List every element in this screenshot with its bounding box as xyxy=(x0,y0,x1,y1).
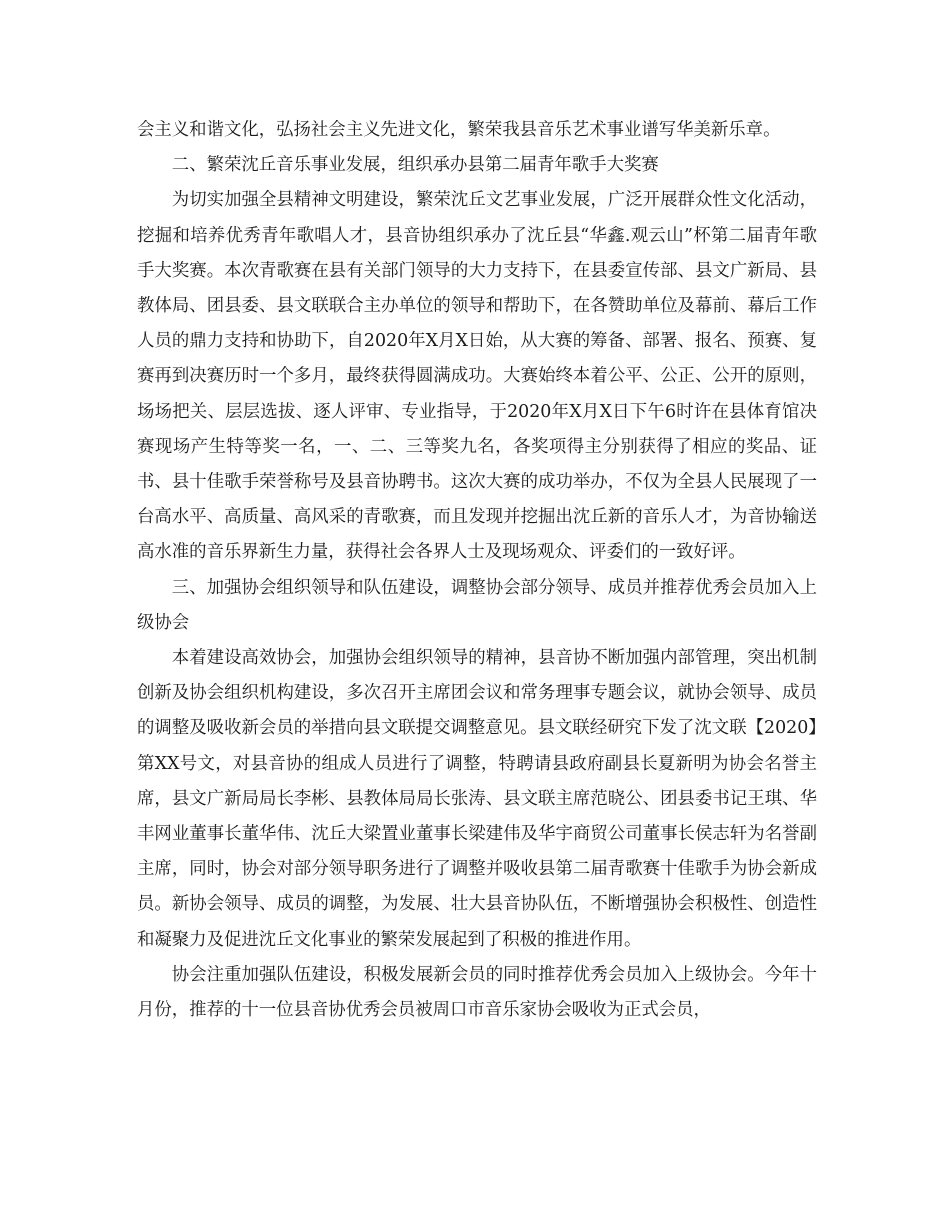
paragraph-continuation: 会主义和谐文化，弘扬社会主义先进文化，繁荣我县音乐艺术事业谱写华美新乐章。 xyxy=(137,120,781,140)
paragraph-organization: 本着建设高效协会，加强协会组织领导的精神，县音协不断加强内部管理，突出机制创新及协会组织机构建设，多次召开主席团会议和常务理事专题会议，就协会领导、成员的调整及吸收新会员的举措向县文联提交调整意见。县文联经研究下发了沈文联【2020】第XX号文，对县音协的组成人员进行了调整，特聘请县政府副县长夏新明为协会名誉主席，县文广新局局长李彬、县教体局局长张涛、县文联主席范晓公、团县委书记王琪、华丰网业董事长董华伟、沈丘大梁置业董事长梁建伟及华宇商贸公司董事长侯志轩为名誉副主席，同时，协会对部分领导职务进行了调整并吸收县第二届青歌赛十佳歌手为协会新成员。新协会领导、成员的调整，为发展、壮大县音协队伍，不断增强协会积极性、创造性和凝聚力及促进沈丘文化事业的繁荣发展起到了积极的推进作用。 xyxy=(137,648,817,950)
document-page xyxy=(137,113,817,1028)
section-heading-2: 二、繁荣沈丘音乐事业发展，组织承办县第二届青年歌手大奖赛 xyxy=(171,155,659,176)
paragraph-contest: 为切实加强全县精神文明建设，繁荣沈丘文艺事业发展，广泛开展群众性文化活动，挖掘和培养优秀青年歌唱人才，县音协组织承办了沈丘县“华鑫.观云山”杯第二届青年歌手大奖赛。本次青歌赛在县有关部门领导的大力支持下，在县委宣传部、县文广新局、县教体局、团县委、县文联联合主办单位的领导和帮助下，在各赞助单位及幕前、幕后工作人员的鼎力支持和协助下，自2020年X月X日始，从大赛的筹备、部署、报名、预赛、复赛再到决赛历时一个多月，最终获得圆满成功。大赛始终本着公平、公正、公开的原则，场场把关、层层选拔、逐人评审、专业指导，于2020年X月X日下午6时许在县体育馆决赛现场产生特等奖一名，一、二、三等奖九名，各奖项得主分别获得了相应的奖品、证书、县十佳歌手荣誉称号及县音协聘书。这次大赛的成功举办，不仅为全县人民展现了一台高水平、高质量、高风采的青歌赛，而且发现并挖掘出沈丘新的音乐人才，为音协输送高水准的音乐界新生力量，获得社会各界人士及现场观众、评委们的一致好评。 xyxy=(137,190,817,563)
paragraph-members: 协会注重加强队伍建设，积极发展新会员的同时推荐优秀会员加入上级协会。今年十月份，推荐的十一位县音协优秀会员被周口市音乐家协会吸收为正式会员， xyxy=(137,964,817,1021)
section-heading-3: 三、加强协会组织领导和队伍建设，调整协会部分领导、成员并推荐优秀会员加入上级协会 xyxy=(137,577,817,633)
